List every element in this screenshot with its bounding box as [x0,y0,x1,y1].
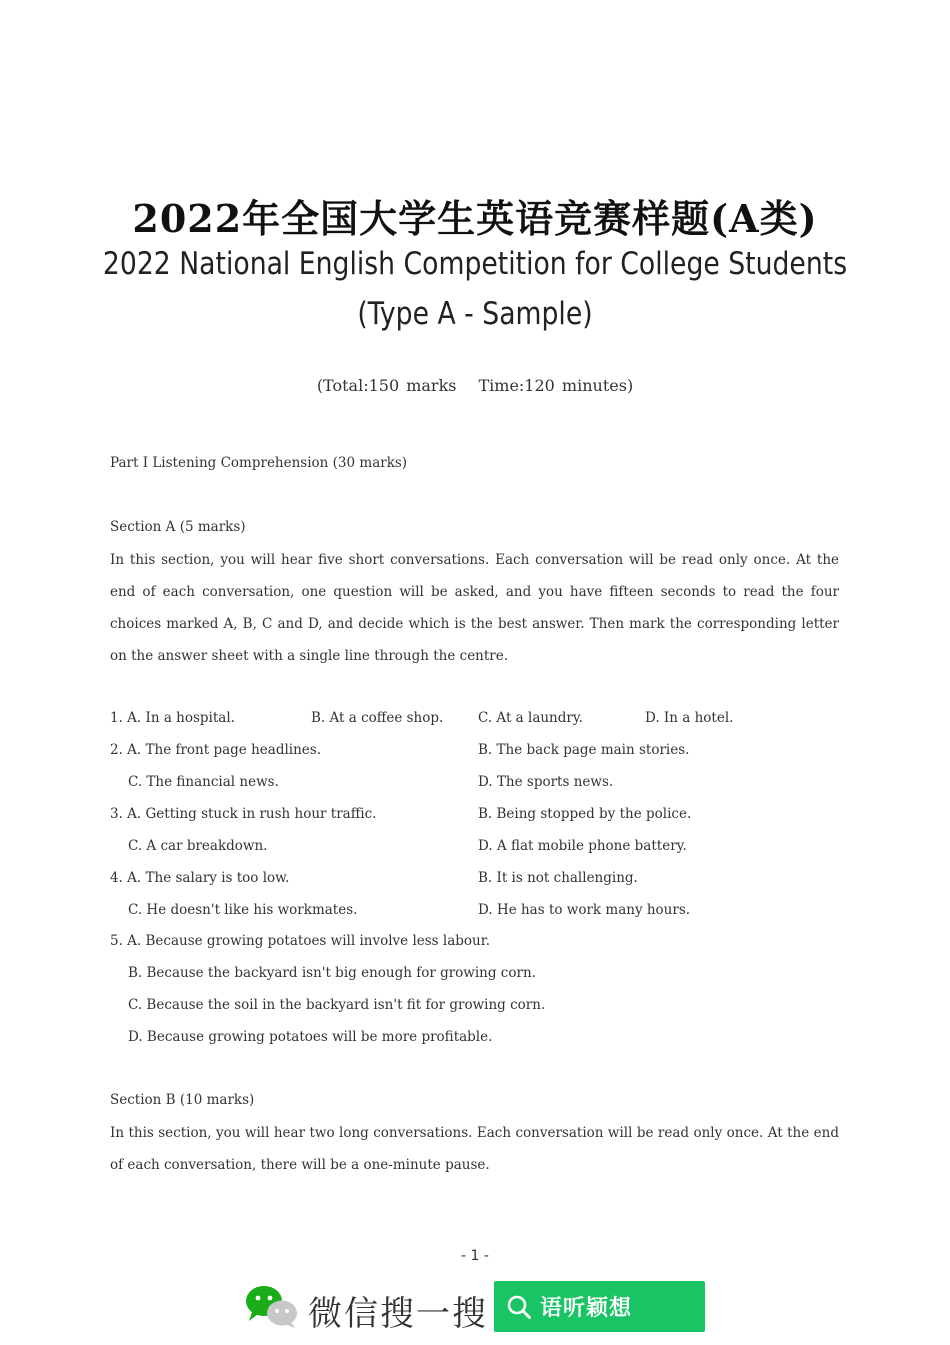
q3-option-c: C. A car breakdown. [128,838,268,854]
page-number: - 1 - [461,1248,489,1264]
q2-option-b: B. The back page main stories. [478,742,690,758]
total-marks: (Total:150 marks [316,376,457,395]
q5-option-a: 5. A. Because growing potatoes will involve less labour. [110,933,490,949]
title-subtitle: (Type A - Sample) [357,296,593,332]
section-a-instructions: In this section, you will hear five short conversations. Each conversation will be read only once. At the end of each conversation, one question will be asked, and you have fifteen seconds to read the four choices marked A, B, C and D, and decide which is the best answer. Then mark the corresponding letter on the answer sheet with a single line through the centre. [110,552,839,664]
q3-option-a: 3. A. Getting stuck in rush hour traffic. [110,806,377,822]
wechat-icon [244,1283,300,1329]
q5-option-c: C. Because the soil in the backyard isn't fit for growing corn. [128,997,546,1013]
q1-option-c: C. At a laundry. [478,710,583,726]
wechat-search-label: 微信搜一搜 [308,1294,488,1334]
title-chinese: 2022年全国大学生英语竞赛样题(A类) [132,196,818,241]
q3-option-d: D. A flat mobile phone battery. [478,838,687,854]
q4-option-c: C. He doesn't like his workmates. [128,902,358,918]
section-b-heading: Section B (10 marks) [110,1092,255,1108]
title-english: 2022 National English Competition for College Students [102,246,848,282]
q4-option-d: D. He has to work many hours. [478,902,691,918]
exam-meta [0,376,950,395]
q4-option-b: B. It is not challenging. [478,870,638,886]
q1-option-b: B. At a coffee shop. [311,710,444,726]
search-keyword: 语听颖想 [540,1296,633,1321]
time-limit: Time:120 minutes) [478,376,634,395]
q2-option-d: D. The sports news. [478,774,614,790]
q2-option-c: C. The financial news. [128,774,279,790]
section-b-instructions: In this section, you will hear two long conversations. Each conversation will be read only once. At the end of each conversation, there will be a one-minute pause. [110,1125,839,1173]
search-icon [506,1294,532,1320]
q1-option-d: D. In a hotel. [645,710,734,726]
q4-option-a: 4. A. The salary is too low. [110,870,290,886]
q5-option-b: B. Because the backyard isn't big enough for growing corn. [128,965,536,981]
q5-option-d: D. Because growing potatoes will be more profitable. [128,1029,493,1045]
part-heading: Part I Listening Comprehension (30 marks) [110,455,408,471]
q3-option-b: B. Being stopped by the police. [478,806,692,822]
q2-option-a: 2. A. The front page headlines. [110,742,321,758]
section-a-heading: Section A (5 marks) [110,519,246,535]
q1-option-a: 1. A. In a hospital. [110,710,235,726]
search-button[interactable] [494,1281,705,1332]
